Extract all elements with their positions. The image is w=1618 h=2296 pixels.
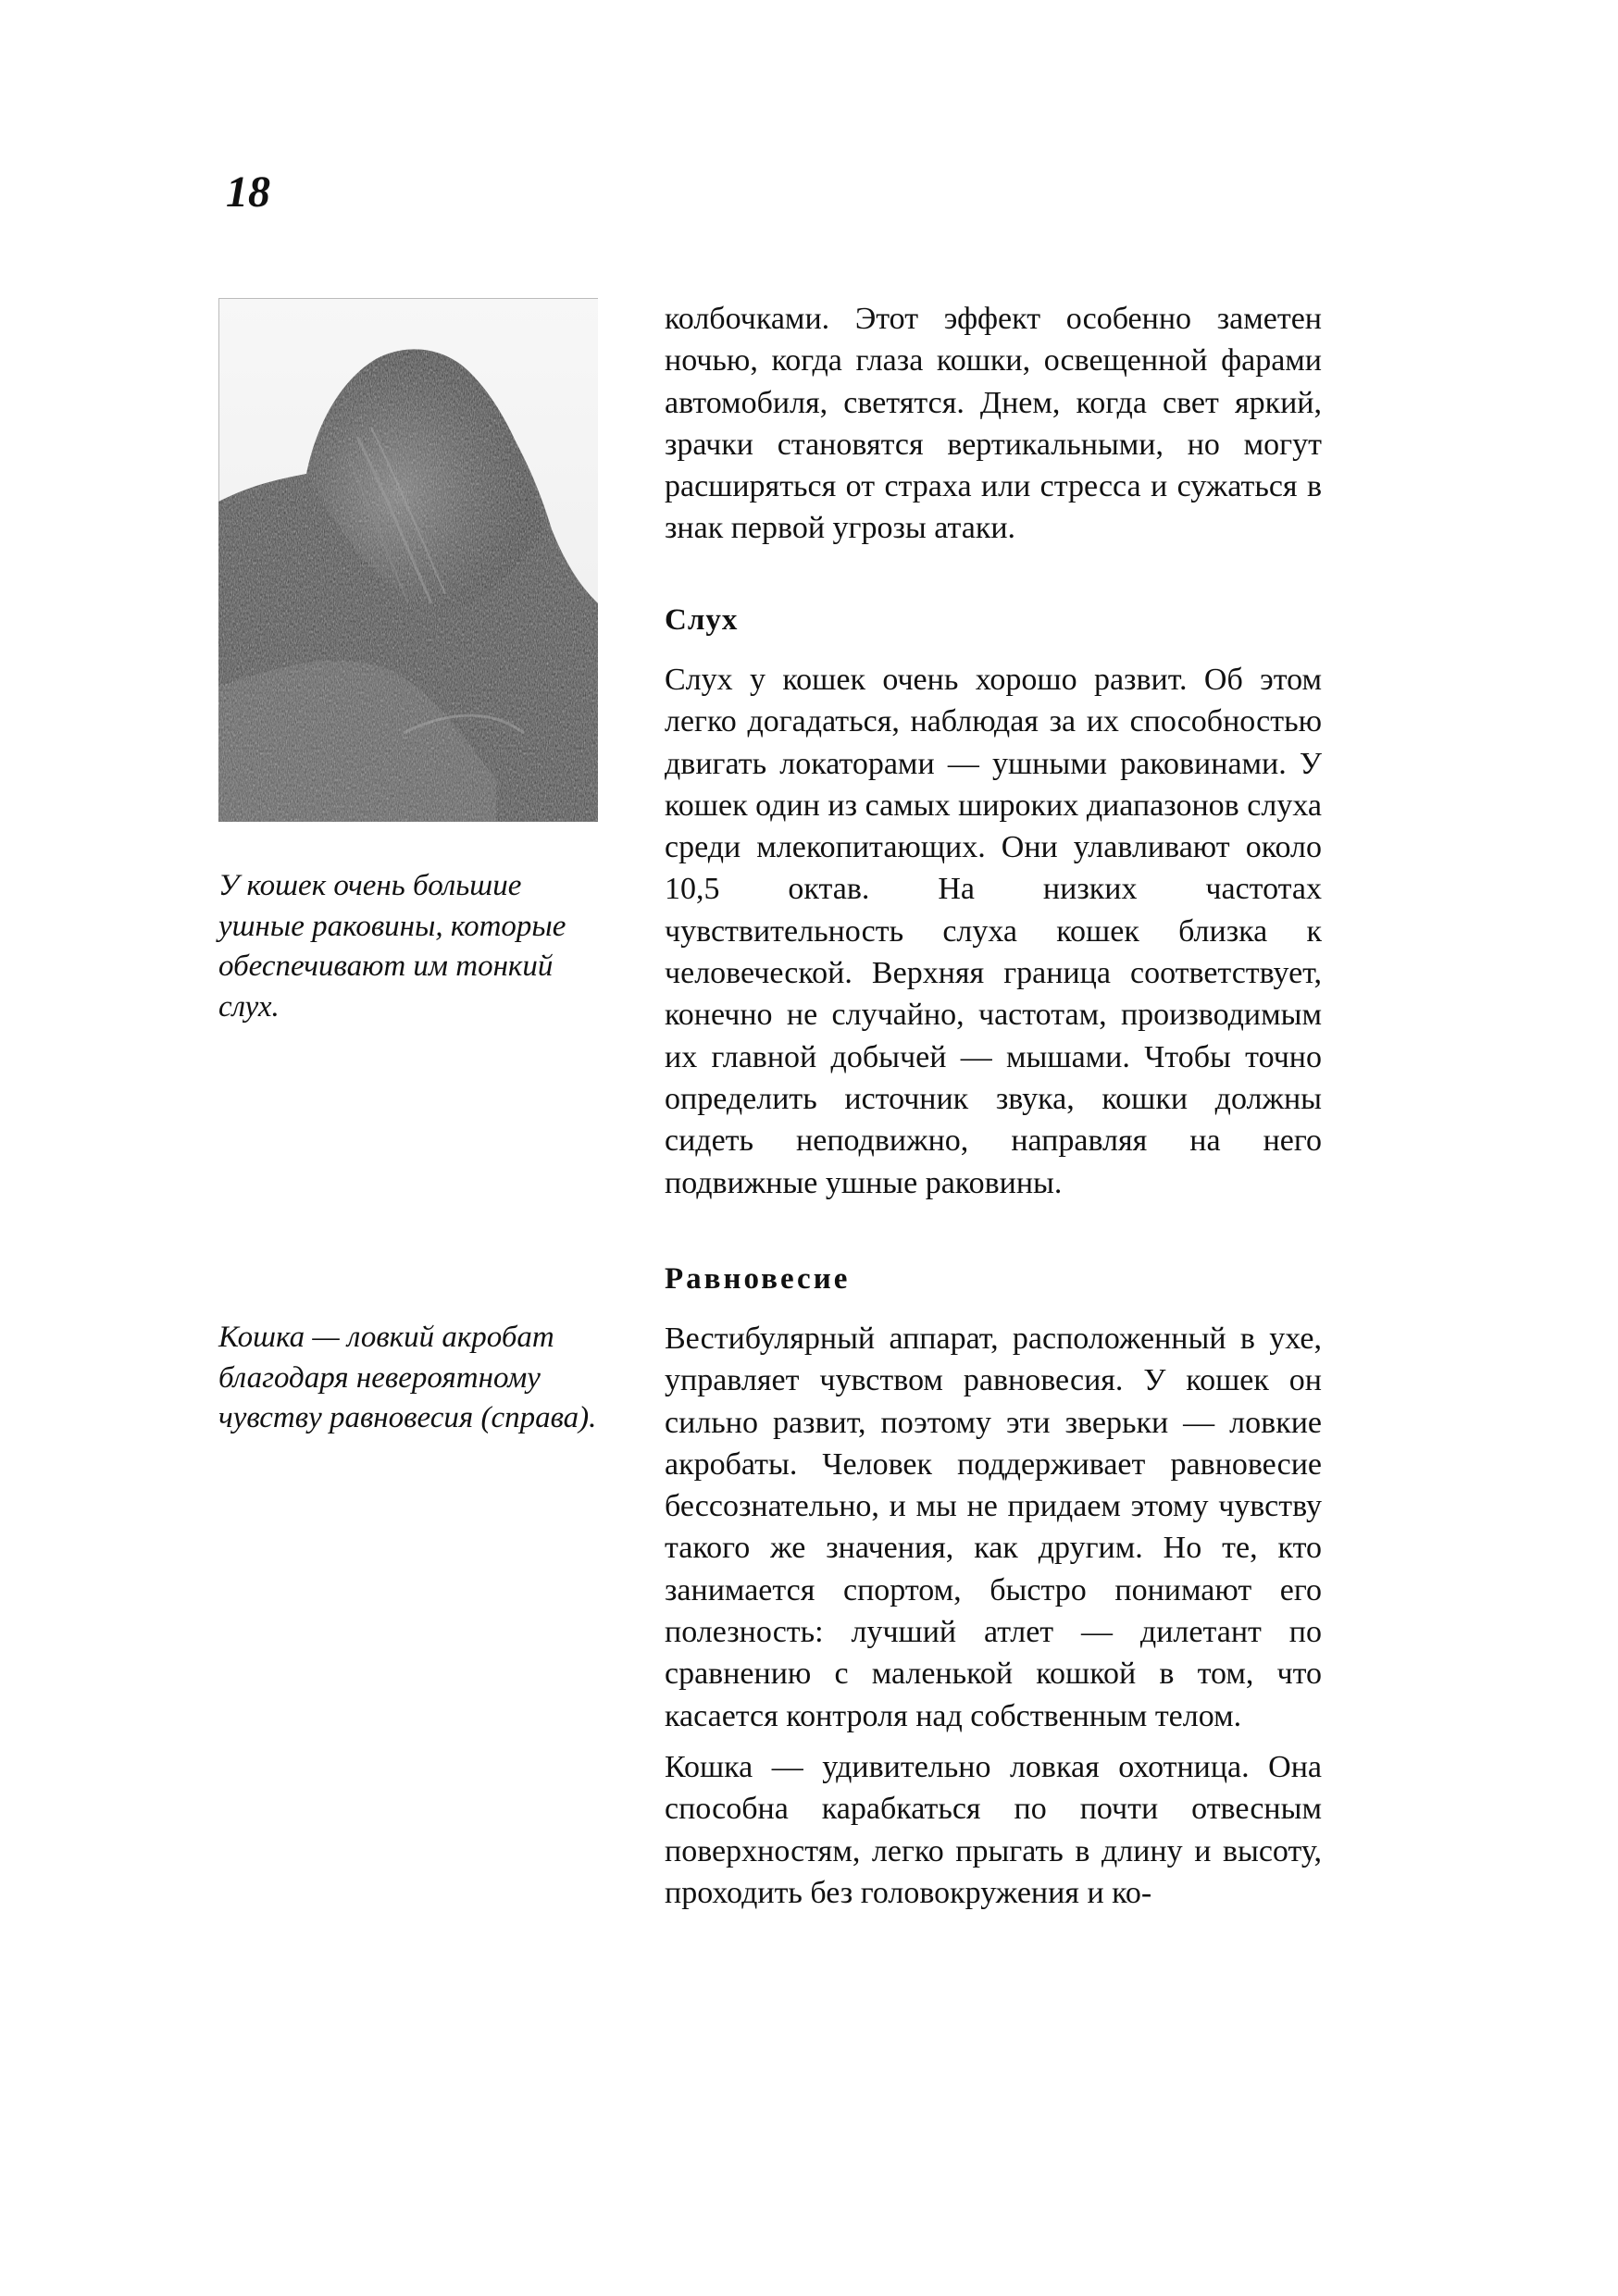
section-heading-hearing: Слух <box>665 603 739 637</box>
balance-text-block <box>665 1318 1322 1914</box>
cat-ear-photo <box>218 298 598 822</box>
figure-caption-ear: У кошек очень большие ушные раковины, которые обеспечивают им тонкий слух. <box>218 869 566 1024</box>
figure-caption-balance: Кошка — ловкий акробат благодаря невероятному чувству равновесия (справа). <box>218 1321 597 1434</box>
section-heading-balance: Равновесие <box>665 1262 851 1296</box>
balance-paragraph-2: Кошка — удивительно ловкая охотница. Она способна карабкаться по почти отвесным поверхностям, легко прыгать в длину и высоту, проходить без головокружения и ко- <box>665 1749 1322 1910</box>
balance-paragraph-1: Вестибулярный аппарат, расположенный в ухе, управляет чувством равновесия. У кошек он сильно развит, поэтому эти зверьки — ловкие акробаты. Человек поддерживает равновесие бессознательно, и мы не придаем этому чувству такого же значения, как другим. Но те, кто занимается спортом, быстро понимают его полезность: лучший атлет — дилетант по сравнению с маленькой кошкой в том, что касается контроля над собственным телом. <box>665 1322 1322 1733</box>
intro-text-block <box>665 298 1322 550</box>
hearing-paragraph: Слух у кошек очень хорошо развит. Об этом легко догадаться, наблюдая за их способностью двигать локаторами — ушными раковинами. У кошек один из самых широких диапазонов слуха среди млекопитающих. Они улавливают около 10,5 октав. На низких частотах чувствительность слуха кошек близка к человеческой. Верхняя граница соответствует, конечно не случайно, частотам, производимым их главной добычей — мышами. Чтобы точно определить источник звука, кошки должны сидеть неподвижно, направляя на него подвижные ушные раковины. <box>665 663 1322 1200</box>
page-number: 18 <box>226 168 270 217</box>
cat-ear-icon <box>218 298 598 822</box>
intro-paragraph: колбочками. Этот эффект особенно заметен ночью, когда глаза кошки, освещенной фарами автомобиля, светятся. Днем, когда свет яркий, зрачки становятся вертикальными, но могут расширяться от страха или стресса и сужаться в знак первой угрозы атаки. <box>665 302 1322 546</box>
hearing-text-block <box>665 659 1322 1204</box>
